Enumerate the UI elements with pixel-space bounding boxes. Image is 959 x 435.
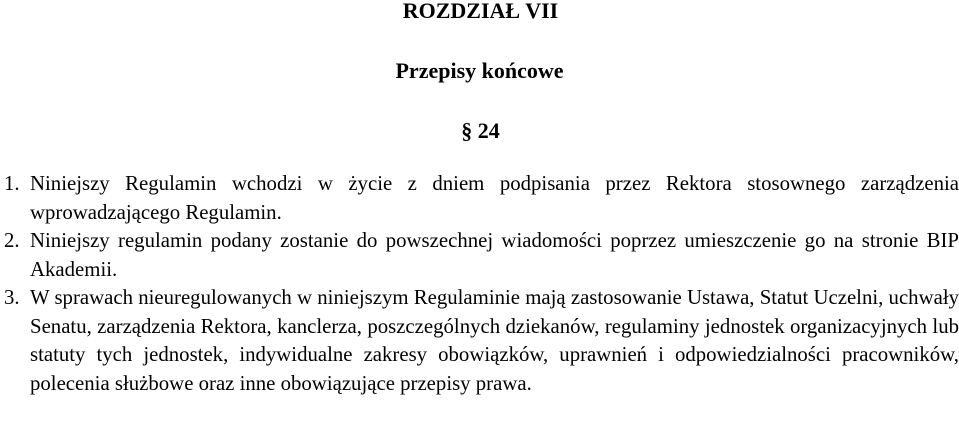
list-item bbox=[4, 227, 959, 284]
chapter-title: ROZDZIAŁ VII bbox=[402, 0, 559, 23]
list-item bbox=[4, 284, 959, 398]
item-text: Niniejszy Regulamin wchodzi w życie z dniem podpisania przez Rektora stosownego zarządzenia wprowadzającego Regulamin. bbox=[30, 172, 959, 224]
item-number: 1. bbox=[4, 172, 20, 195]
item-number: 3. bbox=[4, 286, 20, 309]
provisions-list bbox=[4, 170, 959, 398]
list-item bbox=[4, 170, 959, 227]
section-title: Przepisy końcowe bbox=[395, 58, 564, 83]
item-text: W sprawach nieuregulowanych w niniejszym Regulaminie mają zastosowanie Ustawa, Statut Uczelni, uchwały Senatu, zarządzenia Rektora, kanclerza, poszczególnych dziekanów, regulaminy jednostek organizacyjnych lub statuty tych jednostek, indywidualne zakresy obowiązków, uprawnień i odpowiedzialności pracowników, polecenia służbowe oraz inne obowiązujące przepisy prawa. bbox=[30, 286, 959, 395]
item-number: 2. bbox=[4, 229, 20, 252]
item-text: Niniejszy regulamin podany zostanie do powszechnej wiadomości poprzez umieszczenie go na stronie BIP Akademii. bbox=[30, 229, 959, 281]
paragraph-number: § 24 bbox=[461, 118, 500, 143]
